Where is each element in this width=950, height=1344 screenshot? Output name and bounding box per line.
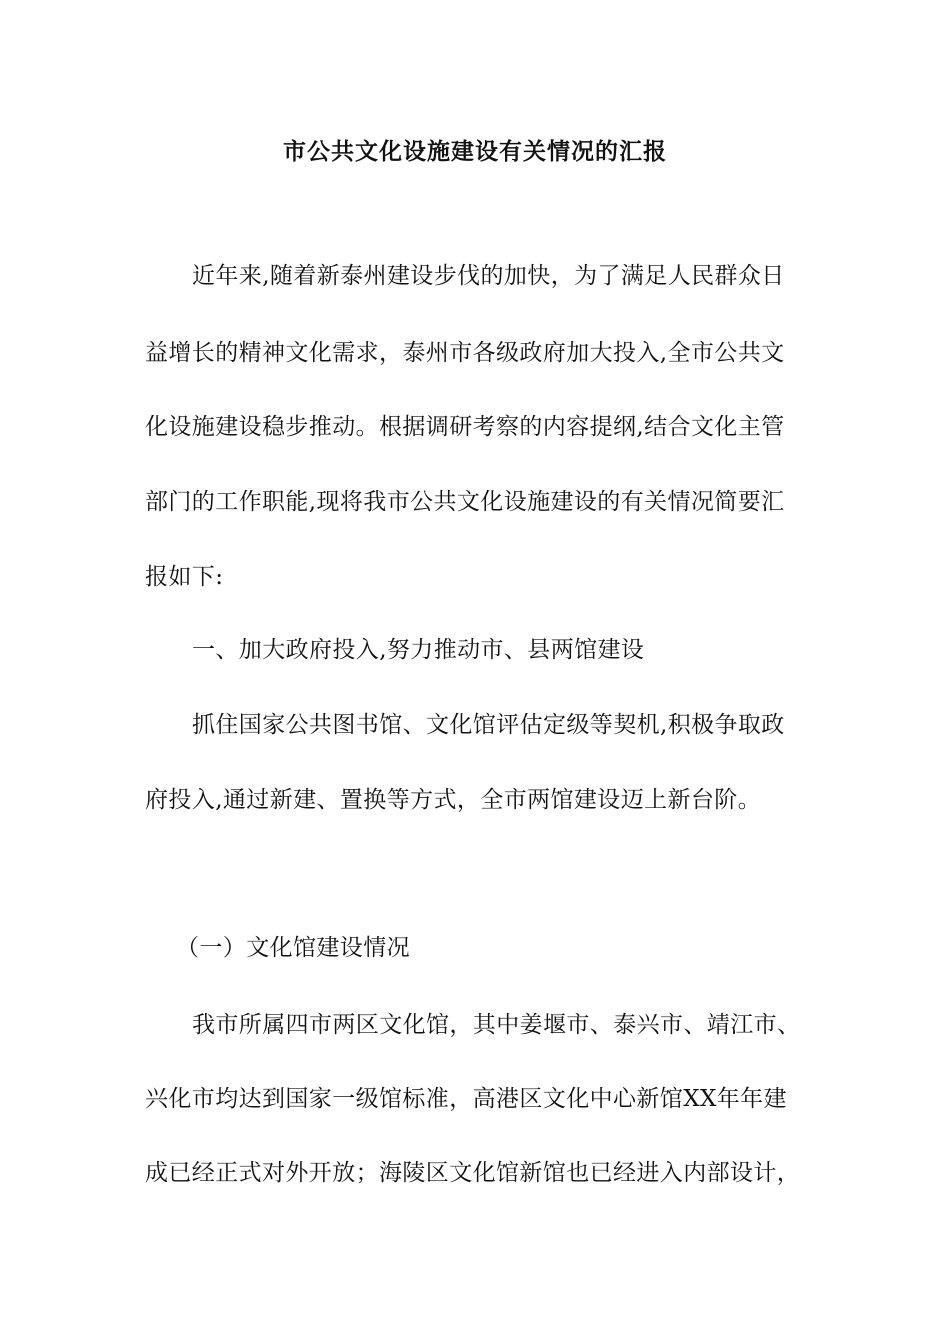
paragraph-line: 府投入,通过新建、置换等方式，全市两馆建设迈上新台阶。 bbox=[145, 787, 762, 813]
paragraph-line: 报如下: bbox=[145, 564, 224, 590]
paragraph-line: 抓住国家公共图书馆、文化馆评估定级等契机,积极争取政 bbox=[192, 712, 785, 738]
paragraph-line: 兴化市均达到国家一级馆标准，高港区文化中心新馆XX年年建 bbox=[145, 1086, 787, 1112]
paragraph-line: 益增长的精神文化需求，泰州市各级政府加大投入,全市公共文 bbox=[145, 340, 785, 366]
paragraph-line: 化设施建设稳步推动。根据调研考察的内容提纲,结合文化主管 bbox=[145, 414, 785, 440]
paragraph-line: 近年来,随着新泰州建设步伐的加快，为了满足人民群众日 bbox=[192, 263, 785, 289]
paragraph-line: 成已经正式对外开放；海陵区文化馆新馆也已经进入内部设计， bbox=[145, 1160, 801, 1186]
subsection-heading: （一）文化馆建设情况 bbox=[176, 935, 410, 961]
paragraph-line: 部门的工作职能,现将我市公共文化设施建设的有关情况简要汇 bbox=[145, 489, 785, 515]
document-title: 市公共文化设施建设有关情况的汇报 bbox=[283, 138, 667, 165]
section-heading: 一、加大政府投入,努力推动市、县两馆建设 bbox=[192, 637, 645, 663]
paragraph-line: 我市所属四市两区文化馆，其中姜堰市、泰兴市、靖江市、 bbox=[192, 1012, 801, 1038]
